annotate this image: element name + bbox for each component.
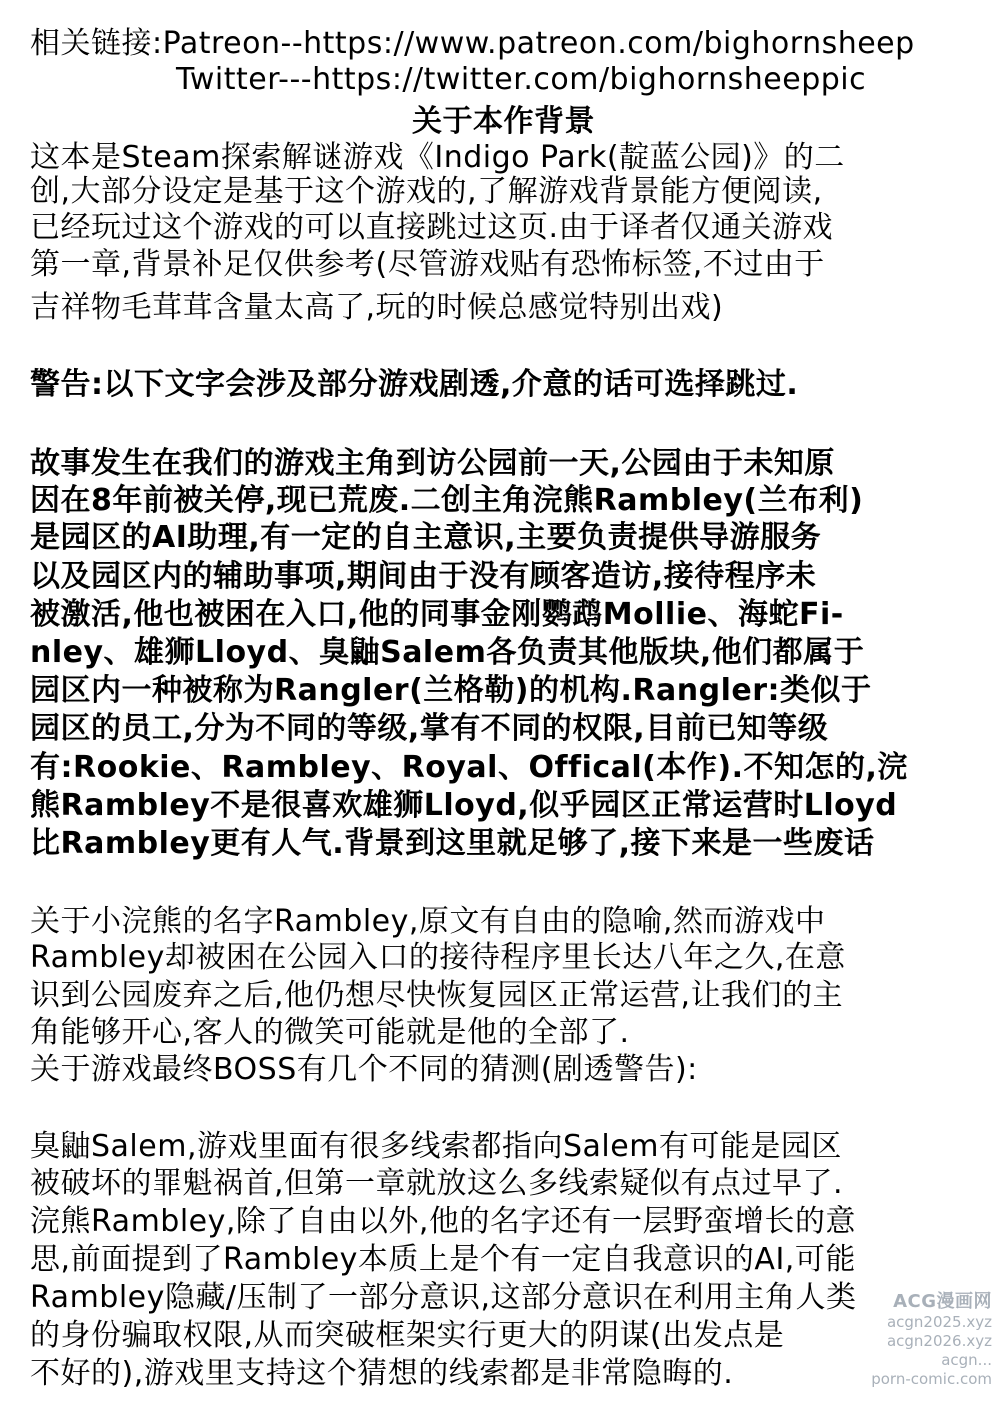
links-line-twitter: Twitter---https://twitter.com/bighornsheeppic xyxy=(176,62,867,97)
story-line: 故事发生在我们的游戏主角到访公园前一天,公园由于未知原 xyxy=(30,446,835,481)
name-line: Rambley却被困在公园入口的接待程序里长达八年之久,在意 xyxy=(30,940,846,975)
links-line-patreon: 相关链接:Patreon--https://www.patreon.com/bighornsheep xyxy=(30,26,915,61)
watermark-url: porn-comic.com xyxy=(871,1370,992,1388)
name-line: 角能够开心,客人的微笑可能就是他的全部了. xyxy=(30,1015,630,1050)
boss-line: 思,前面提到了Rambley本质上是个有一定自我意识的AI,可能 xyxy=(30,1242,856,1277)
intro-line: 已经玩过这个游戏的可以直接跳过这页.由于译者仅通关游戏 xyxy=(30,210,834,245)
story-line: 有:Rookie、Rambley、Royal、Offical(本作).不知怎的,浣 xyxy=(30,750,908,785)
story-line: 园区的员工,分为不同的等级,掌有不同的权限,目前已知等级 xyxy=(30,711,829,746)
intro-line: 创,大部分设定是基于这个游戏的,了解游戏背景能方便阅读, xyxy=(30,174,823,209)
boss-line: 的身份骗取权限,从而突破框架实行更大的阴谋(出发点是 xyxy=(30,1318,785,1353)
story-line: nley、雄狮Lloyd、臭鼬Salem各负责其他版块,他们都属于 xyxy=(30,635,865,670)
boss-line: 不好的),游戏里支持这个猜想的线索都是非常隐晦的. xyxy=(30,1356,734,1391)
intro-line: 吉祥物毛茸茸含量太高了,玩的时候总感觉特别出戏) xyxy=(30,290,724,325)
boss-line: 臭鼬Salem,游戏里面有很多线索都指向Salem有可能是园区 xyxy=(30,1129,842,1164)
story-line: 因在8年前被关停,现已荒废.二创主角浣熊Rambley(兰布利) xyxy=(30,483,864,518)
story-line: 熊Rambley不是很喜欢雄狮Lloyd,似乎园区正常运营时Lloyd xyxy=(30,788,898,823)
watermark-logo: ACG漫画网 xyxy=(893,1291,992,1312)
story-line: 以及园区内的辅助事项,期间由于没有顾客造访,接待程序未 xyxy=(30,559,817,594)
boss-line: 浣熊Rambley,除了自由以外,他的名字还有一层野蛮增长的意 xyxy=(30,1204,856,1239)
story-line: 被激活,他也被困在入口,他的同事金刚鹦鹉Mollie、海蛇Fi- xyxy=(30,597,844,632)
intro-line: 第一章,背景补足仅供参考(尽管游戏贴有恐怖标签,不过由于 xyxy=(30,247,825,282)
intro-line: 这本是Steam探索解谜游戏《Indigo Park(靛蓝公园)》的二 xyxy=(30,140,845,175)
story-line: 园区内一种被称为Rangler(兰格勒)的机构.Rangler:类似于 xyxy=(30,673,872,708)
name-line: 识到公园废弃之后,他仍想尽快恢复园区正常运营,让我们的主 xyxy=(30,978,844,1013)
page-title: 关于本作背景 xyxy=(412,104,595,139)
site-watermark xyxy=(840,1291,992,1411)
spoiler-warning: 警告:以下文字会涉及部分游戏剧透,介意的话可选择跳过. xyxy=(30,367,799,402)
story-line: 比Rambley更有人气.背景到这里就足够了,接下来是一些废话 xyxy=(30,826,875,861)
watermark-url: acgn2026.xyz xyxy=(886,1332,992,1350)
boss-line: 被破坏的罪魁祸首,但第一章就放这么多线索疑似有点过早了. xyxy=(30,1166,844,1201)
watermark-url: acgn2025.xyz xyxy=(886,1313,992,1331)
watermark-url: acgn... xyxy=(941,1351,992,1369)
boss-guess-heading: 关于游戏最终BOSS有几个不同的猜测(剧透警告): xyxy=(30,1052,698,1087)
name-line: 关于小浣熊的名字Rambley,原文有自由的隐喻,然而游戏中 xyxy=(30,904,826,939)
boss-line: Rambley隐藏/压制了一部分意识,这部分意识在利用主角人类 xyxy=(30,1280,857,1315)
story-line: 是园区的AI助理,有一定的自主意识,主要负责提供导游服务 xyxy=(30,520,822,555)
